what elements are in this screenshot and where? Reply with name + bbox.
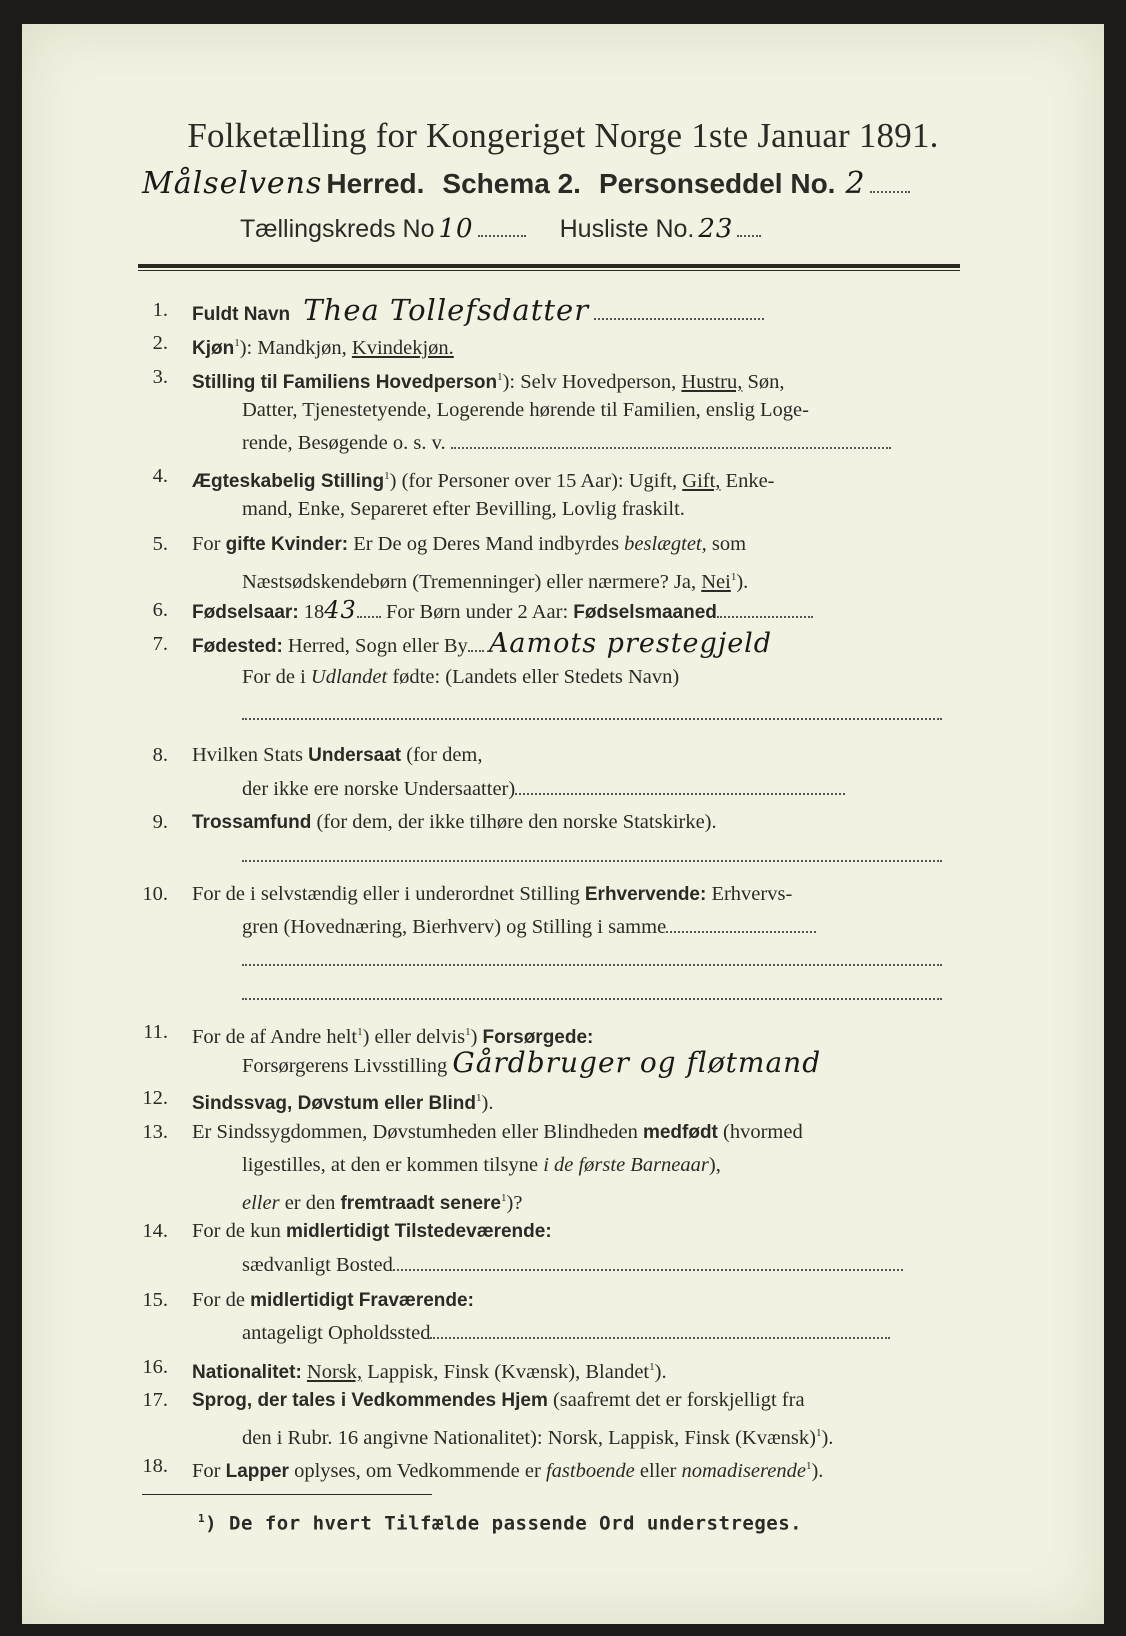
header-rule-thick: [138, 264, 960, 268]
item-13-line-2-end: ),: [708, 1154, 721, 1176]
item-4-option-gift: Gift,: [682, 469, 721, 492]
item-18-text-c: eller: [634, 1459, 682, 1482]
item-5-line-2-text: Næstsødskendebørn (Tremenninger) eller nærmere? Ja,: [242, 570, 702, 593]
item-7-blank-line: [242, 702, 942, 725]
item-8-number: 8.: [152, 744, 168, 766]
item-9-text: (for dem, der ikke tilhøre den norske Statskirke).: [311, 811, 717, 833]
item-2-label: Kjøn: [192, 337, 235, 359]
item-11-label: Forsørgede:: [482, 1026, 594, 1048]
item-18-text-end: ).: [811, 1459, 824, 1482]
item-13-line-3-text: er den: [279, 1191, 341, 1214]
item-4-label: Ægteskabelig Stilling: [192, 470, 385, 492]
footnote-text: ) De for hvert Tilfælde passende Ord understreges.: [205, 1512, 803, 1535]
item-18-italic-2: nomadiserende: [681, 1459, 806, 1482]
item-9-blank-line: [242, 844, 942, 867]
item-3-option-hustru: Hustru,: [681, 370, 743, 393]
item-1-dots: [594, 302, 764, 320]
item-16-sup: 1: [649, 1361, 655, 1373]
item-17-line-2-end: ).: [821, 1426, 834, 1449]
krets-line: [240, 214, 761, 244]
form-title: Folketælling for Kongeriget Norge 1ste Januar 1891.: [187, 116, 939, 155]
item-3-text: ): Selv Hovedperson,: [502, 370, 682, 393]
item-6-year-value: 43: [324, 596, 357, 624]
item-11-sup-2: 1: [465, 1026, 471, 1038]
item-5-text-c: som: [706, 533, 747, 555]
item-1-value: Thea Tollefsdatter: [303, 293, 590, 327]
item-15-line-2-text: antageligt Opholdssted: [242, 1322, 431, 1344]
item-17-label: Sprog, der tales i Vedkommendes Hjem: [192, 1390, 548, 1411]
item-8-text-a: Hvilken Stats: [192, 744, 309, 766]
item-14-label: midlertidigt Tilstedeværende:: [285, 1221, 552, 1242]
item-11-line-2-text: Forsørgerens Livsstilling: [242, 1055, 448, 1077]
item-8-label: Undersaat: [308, 745, 402, 766]
item-7-line-2-italic: Udlandet: [310, 666, 388, 688]
item-10-blank-line-2: [242, 982, 942, 1005]
item-18-text-b: oplyses, om Vedkommende er: [288, 1459, 546, 1482]
item-13-text-a: Er Sindssygdommen, Døvstumheden eller Blindheden: [192, 1121, 643, 1143]
item-6-year-prefix: 18: [298, 601, 325, 623]
item-16-option-norsk: Norsk,: [306, 1360, 363, 1383]
footnote-sup: 1: [198, 1512, 206, 1525]
item-9-label: Trossamfund: [192, 812, 312, 833]
item-14-dots: [393, 1253, 903, 1271]
item-5-label: gifte Kvinder:: [225, 534, 349, 555]
herred-value: Målselvens: [142, 166, 323, 201]
item-4-text: ) (for Personer over 15 Aar): Ugift,: [389, 469, 683, 492]
item-5-text-italic: beslægtet,: [624, 533, 707, 555]
item-7-dots: [468, 634, 484, 652]
item-13-line-2-italic: i de første Barneaar: [543, 1154, 709, 1176]
item-6-label: Fødselsaar:: [192, 602, 299, 623]
item-10-blank-dots-2: [242, 982, 942, 1000]
item-3-sup: 1: [497, 371, 503, 383]
item-15-dots: [430, 1321, 890, 1339]
item-13-line-3-end: )?: [506, 1191, 523, 1214]
husliste-dots: [737, 219, 761, 237]
footnote: [198, 1512, 802, 1534]
item-13-label: medfødt: [642, 1122, 718, 1143]
header-rule-thin: [138, 270, 960, 271]
item-11-number: 11.: [143, 1021, 168, 1043]
item-14-text: For de kun: [192, 1220, 286, 1242]
item-4-sup: 1: [384, 470, 390, 482]
item-12-label: Sindssvag, Døvstum eller Blind: [192, 1092, 477, 1114]
item-4-line-2: mand, Enke, Separeret efter Bevilling, Lovlig fraskilt.: [242, 498, 685, 520]
item-11-line-2: [242, 1046, 822, 1080]
item-17-sup: 1: [815, 1427, 822, 1439]
item-18-text-a: For: [192, 1459, 226, 1482]
item-10-blank-dots-1: [242, 948, 942, 966]
item-6-label-2: Fødselsmaaned: [573, 602, 717, 623]
item-3-dots: [451, 431, 891, 449]
item-3-text-end: Søn,: [742, 370, 785, 393]
item-13-line-3-italic: eller: [242, 1191, 280, 1214]
item-7-label: Fødested:: [192, 636, 283, 657]
item-8-line-2-text: der ikke ere norske Undersaatter): [242, 778, 516, 800]
item-14-number: 14.: [142, 1220, 168, 1242]
item-18-italic-1: fastboende: [545, 1459, 635, 1482]
item-10-text-b: Erhvervs-: [706, 883, 793, 905]
item-14-line-2-text: sædvanligt Bosted: [242, 1254, 393, 1276]
item-3-label: Stilling til Familiens Hovedperson: [192, 371, 498, 393]
herred-label: Herred.: [326, 168, 425, 199]
item-17-text: (saafremt det er forskjelligt fra: [547, 1389, 805, 1411]
item-12-number: 12.: [142, 1087, 168, 1109]
item-11-text-c: ): [470, 1025, 483, 1048]
item-9-blank-dots: [242, 844, 942, 862]
personseddel-dots: [870, 175, 910, 193]
item-1-number: 1.: [152, 299, 168, 321]
item-18-label: Lapper: [225, 1460, 289, 1482]
item-11-text-b: ) eller delvis: [362, 1025, 466, 1048]
item-5-line-2: [242, 563, 748, 596]
item-6-year-dots: [357, 600, 381, 618]
item-10-line-2-text: gren (Hovednæring, Bierhverv) og Stilling i samme: [242, 916, 667, 938]
item-5-text-a: For: [192, 533, 226, 555]
item-12-text: ).: [481, 1091, 494, 1114]
item-11-text-a: For de af Andre helt: [192, 1025, 358, 1048]
item-7-line-2-text-b: fødte: (Landets eller Stedets Navn): [387, 666, 680, 688]
item-17-number: 17.: [142, 1389, 168, 1411]
item-16-text-end: ).: [654, 1360, 667, 1383]
census-form-page: [22, 24, 1104, 1624]
item-13-line-2-text: ligestilles, at den er kommen tilsyne: [242, 1154, 544, 1176]
husliste-label: Husliste No.: [559, 215, 695, 243]
item-7-blank-dots: [242, 702, 942, 720]
item-8-text-b: (for dem,: [401, 744, 483, 766]
item-18-sup: 1: [805, 1460, 812, 1472]
item-3-number: 3.: [152, 366, 168, 388]
schema-label: Schema 2.: [442, 168, 581, 199]
krets-dots: [478, 219, 526, 237]
footnote-rule: [142, 1494, 432, 1495]
personseddel-value: 2: [845, 166, 866, 201]
krets-label: Tællingskreds No: [240, 215, 435, 243]
item-15-line-2: [242, 1319, 890, 1347]
item-10-number: 10.: [142, 883, 168, 905]
item-5-text-b: Er De og Deres Mand indbyrdes: [348, 533, 625, 555]
item-7-line-2-text-a: For de i: [242, 666, 311, 688]
item-2-sup: 1: [234, 337, 240, 349]
item-5-sup: 1: [730, 571, 737, 583]
item-17-line-2: [242, 1419, 833, 1452]
item-2-option-kvindekjon: Kvindekjøn.: [351, 336, 454, 359]
item-4-number: 4.: [152, 465, 168, 487]
item-6-text: For Børn under 2 Aar:: [380, 601, 574, 623]
item-9-number: 9.: [152, 811, 168, 833]
item-6-number: 6.: [152, 599, 168, 621]
item-17-line-2-text: den i Rubr. 16 angivne Nationalitet): Norsk, Lappisk, Finsk (Kvænsk): [242, 1426, 816, 1449]
item-3-line-2: Datter, Tjenestetyende, Logerende hørende til Familien, enslig Loge-: [242, 399, 809, 421]
item-4-text-end: Enke-: [720, 469, 775, 492]
item-8-dots: [515, 777, 845, 795]
item-5-line-2-end: ).: [736, 570, 749, 593]
item-2-text: ): Mandkjøn,: [239, 336, 352, 359]
personseddel-label: Personseddel No.: [598, 168, 836, 199]
item-10-line-2: [242, 913, 816, 941]
item-10-blank-line-1: [242, 948, 942, 971]
item-6-dots: [717, 600, 813, 618]
herred-line: [142, 166, 910, 201]
item-13-text-b: (hvormed: [717, 1121, 803, 1143]
krets-value: 10: [438, 214, 474, 244]
item-14-line-2: [242, 1251, 903, 1279]
item-7-number: 7.: [152, 633, 168, 655]
item-7-value: Aamots prestegjeld: [488, 628, 773, 659]
item-2-number: 2.: [152, 332, 168, 354]
item-10-label: Erhvervende:: [584, 884, 707, 905]
item-16-number: 16.: [142, 1356, 168, 1378]
item-13-number: 13.: [142, 1121, 168, 1143]
item-13-sup: 1: [501, 1192, 507, 1204]
item-11-value: Gårdbruger og fløtmand: [452, 1046, 822, 1079]
item-13-line-3: [242, 1184, 522, 1218]
item-15-number: 15.: [142, 1289, 168, 1311]
item-3-line-3-text: rende, Besøgende o. s. v.: [242, 432, 446, 454]
item-5-option-nei: Nei: [701, 570, 731, 593]
item-8-line-2: [242, 775, 845, 803]
item-7-line-2: [242, 663, 679, 691]
item-13-line-3-label: fremtraadt senere: [340, 1192, 502, 1214]
item-18-number: 18.: [142, 1455, 168, 1477]
item-13-line-2: [242, 1151, 721, 1179]
item-12-sup: 1: [476, 1092, 482, 1104]
item-10-dots: [666, 915, 816, 933]
item-5-number: 5.: [152, 533, 168, 555]
item-10-text-a: For de i selvstændig eller i underordnet Stilling: [192, 883, 585, 905]
item-7-text: Herred, Sogn eller By: [282, 635, 468, 657]
item-3-line-3: [242, 429, 891, 457]
husliste-value: 23: [698, 214, 734, 244]
item-15-label: midlertidigt Fraværende:: [250, 1290, 474, 1311]
item-1-label: Fuldt Navn: [192, 304, 291, 325]
item-16-label: Nationalitet:: [192, 1361, 302, 1383]
item-16-text: Lappisk, Finsk (Kvænsk), Blandet: [362, 1360, 650, 1383]
item-15-text: For de: [192, 1289, 251, 1311]
item-11-sup-1: 1: [357, 1026, 363, 1038]
